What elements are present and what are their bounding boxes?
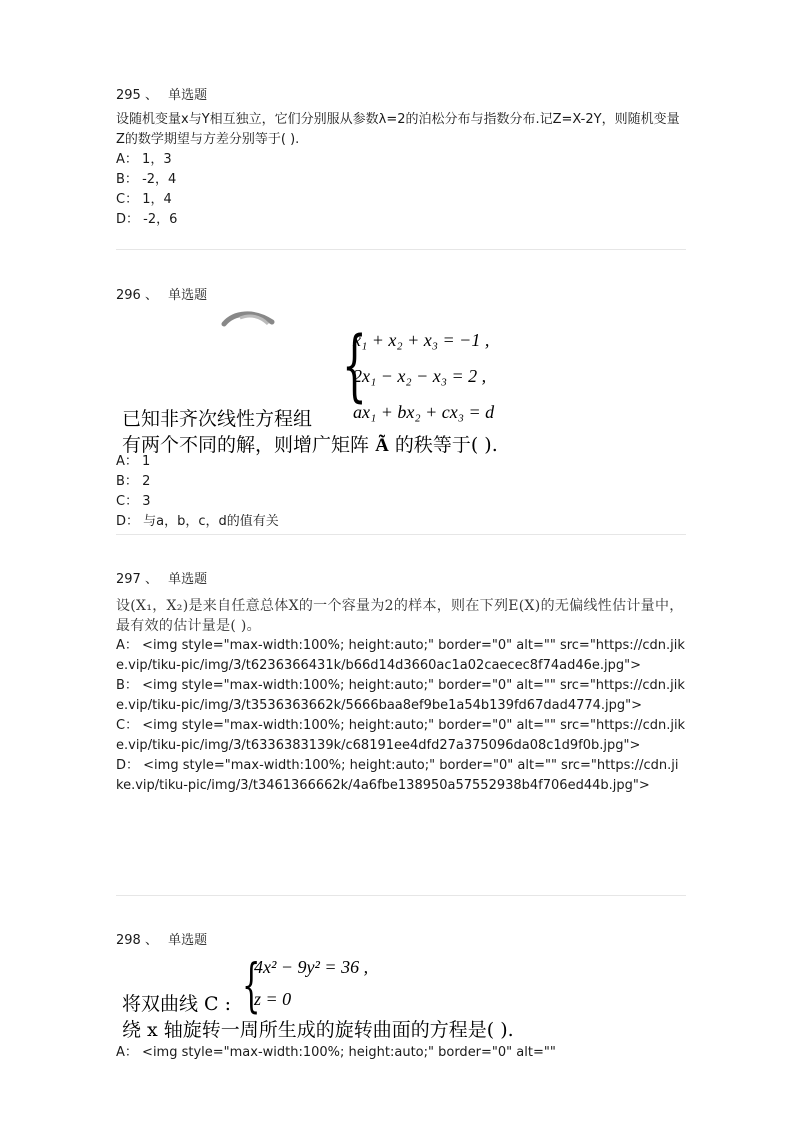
option-label: D： (116, 212, 140, 227)
stem-text: 已知非齐次线性方程组 (122, 408, 313, 430)
equation-line: 2x₁ − x₂ − x₃ = 2 , (353, 366, 487, 386)
option-b[interactable] (116, 472, 686, 492)
option-text: 1，4 (142, 192, 172, 207)
equation-line: ax₁ + bx₂ + cx₃ = d (353, 402, 495, 422)
option-b[interactable] (116, 170, 686, 190)
stem-text: 将双曲线 C : (122, 993, 232, 1015)
option-text: -2，4 (142, 172, 177, 187)
option-label: C： (116, 718, 139, 733)
option-label: A： (116, 454, 138, 469)
option-label: A： (116, 638, 138, 653)
divider (116, 534, 686, 535)
option-text: <img style="max-width:100%; height:auto;" border="0" alt="" src="https://cdn.jike.vip/tiku-pic/img/3/t6336383139k/c68191ee4dfd27a375096da08c1d9f0b.jpg"> (116, 718, 686, 753)
option-b[interactable] (116, 676, 686, 716)
question-header (116, 286, 686, 306)
question-297 (116, 570, 686, 796)
option-d[interactable] (116, 756, 686, 796)
option-text: 3 (142, 494, 151, 509)
option-label: B： (116, 678, 138, 693)
option-text: <img style="max-width:100%; height:auto;" border="0" alt="" src="https://cdn.jike.vip/tiku-pic/img/3/t3536363662k/5666baa8ef9be1a54b139fd67dad4774.jpg"> (116, 678, 685, 713)
question-number: 297 、 (116, 572, 158, 587)
divider (116, 895, 686, 896)
question-type: 单选题 (168, 933, 208, 948)
stem-text: 的秩等于( ). (394, 434, 498, 456)
option-text: -2，6 (143, 212, 178, 227)
option-label: B： (116, 172, 138, 187)
option-d[interactable] (116, 210, 686, 230)
question-296 (116, 286, 686, 532)
brace-icon: { (342, 321, 367, 411)
equation-line: 4x² − 9y² = 36 , (254, 957, 369, 977)
option-label: A： (116, 1045, 138, 1060)
divider (116, 249, 686, 250)
question-header (116, 931, 686, 951)
option-c[interactable] (116, 716, 686, 756)
question-stem: 设随机变量x与Y相互独立，它们分别服从参数λ=2的泊松分布与指数分布.记Z=X-2Y，则随机变量Z的数学期望与方差分别等于( ). (116, 112, 680, 147)
option-text: 与a，b，c，d的值有关 (143, 514, 279, 529)
option-text: 2 (142, 474, 151, 489)
question-header (116, 570, 686, 590)
matrix-symbol: Ã (375, 435, 389, 456)
option-a[interactable] (116, 1043, 686, 1063)
question-type: 单选题 (168, 288, 208, 303)
option-label: D： (116, 514, 140, 529)
option-text: <img style="max-width:100%; height:auto;" border="0" alt="" (142, 1045, 556, 1060)
stem-line: 设(X₁，X₂)是来自任意总体X的一个容量为2的样本，则在下列E(X)的无偏线性估计量中， (116, 598, 684, 614)
option-label: B： (116, 474, 138, 489)
question-298 (116, 931, 686, 1063)
stem-text: 绕 x 轴旋转一周所生成的旋转曲面的方程是( ). (122, 1019, 514, 1041)
equation-line: z = 0 (254, 989, 292, 1009)
option-a[interactable] (116, 636, 686, 676)
brace-icon: { (242, 951, 261, 1019)
question-image (116, 951, 686, 1043)
question-type: 单选题 (168, 572, 208, 587)
option-text: <img style="max-width:100%; height:auto;" border="0" alt="" src="https://cdn.jike.vip/tiku-pic/img/3/t3461366662k/4a6fbe138950a57552938b4f706ed44b.jpg"> (116, 758, 679, 793)
option-text: 1，3 (142, 152, 172, 167)
question-number: 298 、 (116, 933, 158, 948)
question-295 (116, 86, 686, 230)
option-label: D： (116, 758, 140, 773)
stem-line (122, 430, 498, 457)
option-text: 1 (142, 454, 151, 469)
question-type: 单选题 (168, 88, 208, 103)
question-number: 296 、 (116, 288, 158, 303)
option-label: C： (116, 192, 139, 207)
option-a[interactable] (116, 150, 686, 170)
stem-line: 最有效的估计量是( )。 (116, 618, 261, 634)
option-label: C： (116, 494, 139, 509)
stem-text: 有两个不同的解，则增广矩阵 (122, 434, 370, 456)
option-c[interactable] (116, 492, 686, 512)
option-label: A： (116, 152, 138, 167)
option-d[interactable] (116, 512, 686, 532)
question-header (116, 86, 686, 106)
question-image (116, 306, 686, 456)
question-number: 295 、 (116, 88, 158, 103)
option-c[interactable] (116, 190, 686, 210)
scribble-mark (220, 308, 280, 330)
option-text: <img style="max-width:100%; height:auto;" border="0" alt="" src="https://cdn.jike.vip/tiku-pic/img/3/t6236366431k/b66d14d3660ac1a02caecec8f74ad46e.jpg"> (116, 638, 685, 673)
equation-line: x₁ + x₂ + x₃ = −1 , (353, 330, 490, 350)
